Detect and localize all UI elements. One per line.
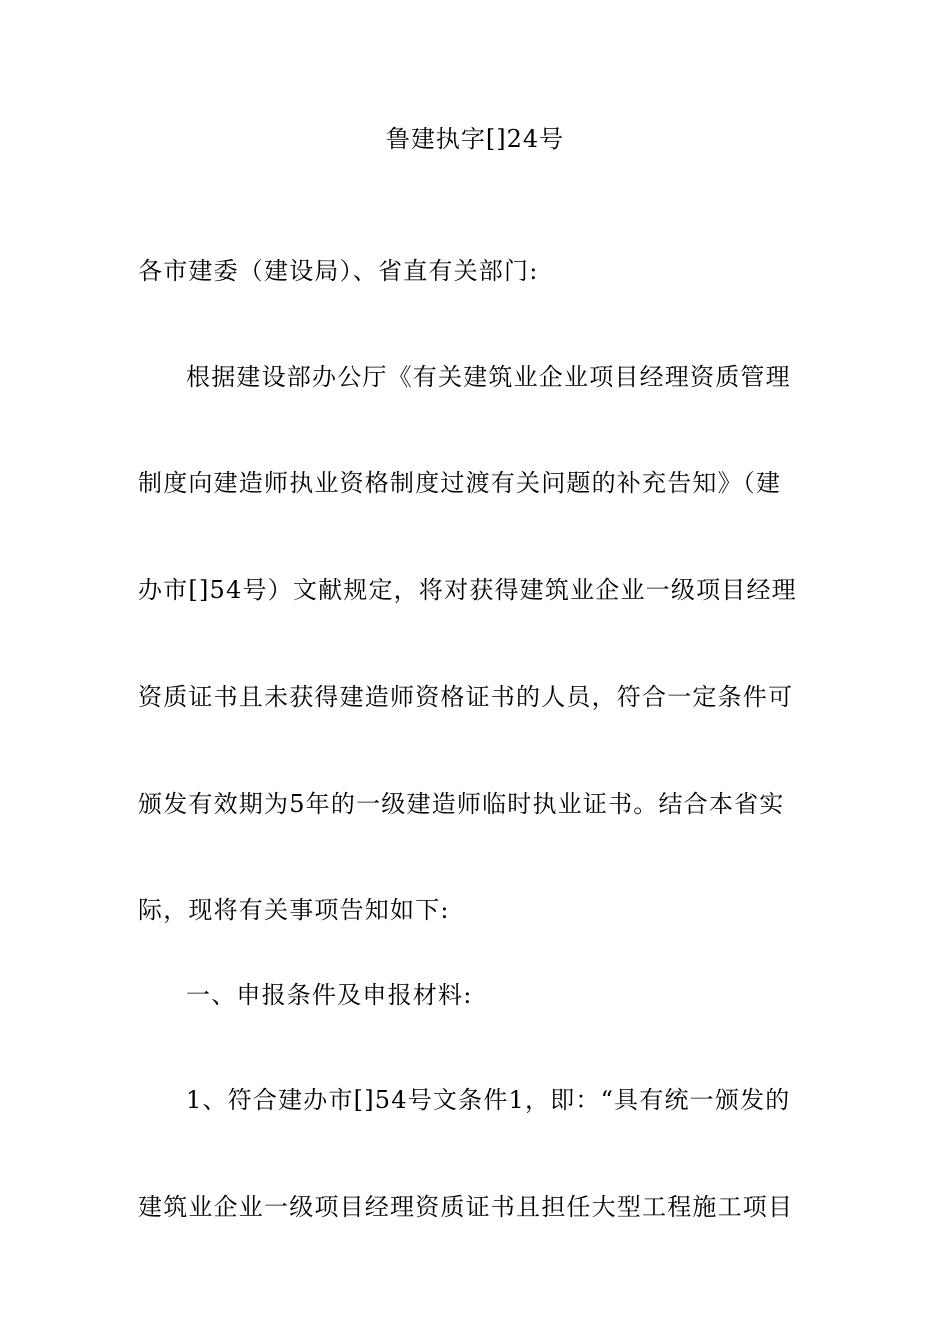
document-number-title: 鲁建执字[]24号 [385,125,565,153]
paragraph-line: 颁发有效期为5年的一级建造师临时执业证书。结合本省实 [138,790,785,818]
section-heading: 一、申报条件及申报材料: [186,981,473,1009]
paragraph-line: 际，现将有关事项告知如下: [138,896,450,924]
paragraph-line: 制度向建造师执业资格制度过渡有关问题的补充告知》（建 [138,469,782,497]
salutation: 各市建委（建设局）、省直有关部门: [138,257,539,285]
paragraph-line: 资质证书且未获得建造师资格证书的人员，符合一定条件可 [138,683,794,711]
paragraph-line: 1、符合建办市[]54号文条件1，即：“具有统一颁发的 [186,1086,791,1114]
paragraph-line: 根据建设部办公厅《有关建筑业企业项目经理资质管理 [186,363,791,391]
paragraph-line: 办市[]54号）文献规定，将对获得建筑业企业一级项目经理 [138,576,797,604]
paragraph-line: 建筑业企业一级项目经理资质证书且担任大型工程施工项目 [138,1193,794,1221]
